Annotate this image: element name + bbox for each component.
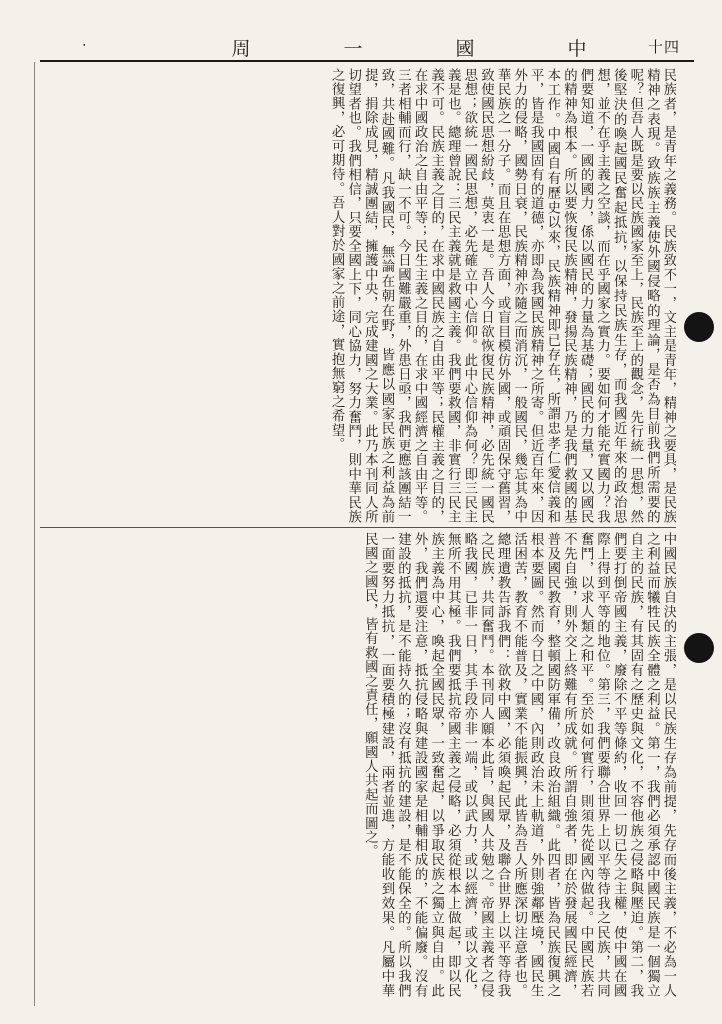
binding-hole	[684, 633, 714, 663]
title-char: 一	[343, 38, 365, 60]
running-header	[40, 32, 694, 62]
page-number: 十四	[647, 38, 680, 56]
article-bottom-section: 中國民族自決的主張，是以民族生存為前提，先存而後主義，不必為一人之利益而犧牲民族全體之利益。第一，我們必須承認中國民族是一個獨立自主的民族，有其固有之歷史與文化，不容他族之侵略與壓迫。第二，我們要打倒帝國主義，廢除不平等條約，收回一切已失之主權，使中國在國際上得到平等的地位。第三，我們要聯合世界上以平等待我之民族，共同奮鬥，以求人類之和平。至於如何實行，則須先從國內做起。中國民族若不先自強，則外交上終難有所成就。所謂自強者，即在於發展國民經濟，普及國民教育，整頓國防軍備，改良政治組織。此四者，皆為民族復興之根本要圖。然而今日之中國，內則政治未上軌道，外則強鄰壓境，國民生活困苦，教育不能普及，實業不能振興，此皆為吾人所應深切注意者也。總理遺教告訴我們：欲救中國，必須喚起民眾，及聯合世界上以平等待我之民族，共同奮鬥。本刊同人願本此旨，與國人共勉之。帝國主義者之侵略我國，已非一日，其手段亦非一端，或以武力，或以經濟，或以文化，無所不用其極。我們要抵抗帝國主義之侵略，必須從根本上做起，即以民族主義為中心，喚起全國民眾，一致奮起，以爭取民族之獨立與自由。此外，我們還要注意，抵抗侵略與建設國家是相輔相成的，不能偏廢。沒有建設的抵抗，是不能持久的；沒有抵抗的建設，是不能保全的。所以我們一面要努力抵抗，一面要積極建設，兩者並進，方能收到效果。凡屬中華民國之國民，皆有救國之責任，願國人共起而圖之。	[362, 532, 676, 998]
title-char: 周	[231, 38, 253, 60]
publication-title	[230, 34, 590, 61]
margin-rule	[34, 62, 35, 1006]
title-char: 中	[567, 38, 589, 60]
article-top-section: 民族者，是青年之義務。民族致不一，文主是青年，精神之要具，是民族精神之表現。致族族主義使外國侵略的理論，是否為目前我們所需要的呢？但吾人既是要以民族國家至上，民族至上的觀念，先行統一思想，然後堅決的喚起國民奮起抵抗，以保持民族生存，而我國近年來的政治思想，並不在乎主義之空談，而在乎國家之實力。要如何才能充實國力？我們要知道，一國的國力，係以國民的力量為基礎；國民的力量，又以國民的精神為根本。所以要恢復民族精神，發揚民族精神，乃是我們救國的基本工作。中國自有歷史以來，民族精神即已存在，所謂忠孝仁愛信義和平，皆是我國固有的道德，亦即為我國民族精神之所寄。但近百年來，因外力的侵略，國勢日衰，民族精神亦隨之而消沉，一般國民，幾忘其為中華民族之一分子。而且在思想方面，或盲目模仿外國，或頑固保守舊習，致使國民思想紛歧，莫衷一是。吾人今日欲恢復民族精神，必先統一國民思想；欲統一國民思想，必先確立中心信仰。此中心信仰為何？即三民主義是也。總理曾說：三民主義就是救國主義。我們要救國，非實行三民主義不可。民族主義之目的，在求中國民族之自由平等；民權主義之目的，在求中國政治之自由平等；民生主義之目的，在求中國經濟之自由平等。三者相輔而行，缺一不可。今日國難嚴重，外患日亟，我們更應該團結一致，共赴國難。凡我國民，無論在朝在野，皆應以國家民族之利益為前提，捐除成見，精誠團結，擁護中央，完成建國之大業。此乃本刊同人所切望者也。我們相信，只要全國上下，同心協力，努力奮鬥，則中華民族之復興，必可期待。吾人對於國家之前途，實抱無窮之希望。	[329, 68, 676, 524]
header-mark: ‧	[82, 38, 87, 54]
title-char: 國	[455, 38, 477, 60]
binding-hole	[684, 312, 714, 342]
section-divider	[40, 527, 676, 528]
